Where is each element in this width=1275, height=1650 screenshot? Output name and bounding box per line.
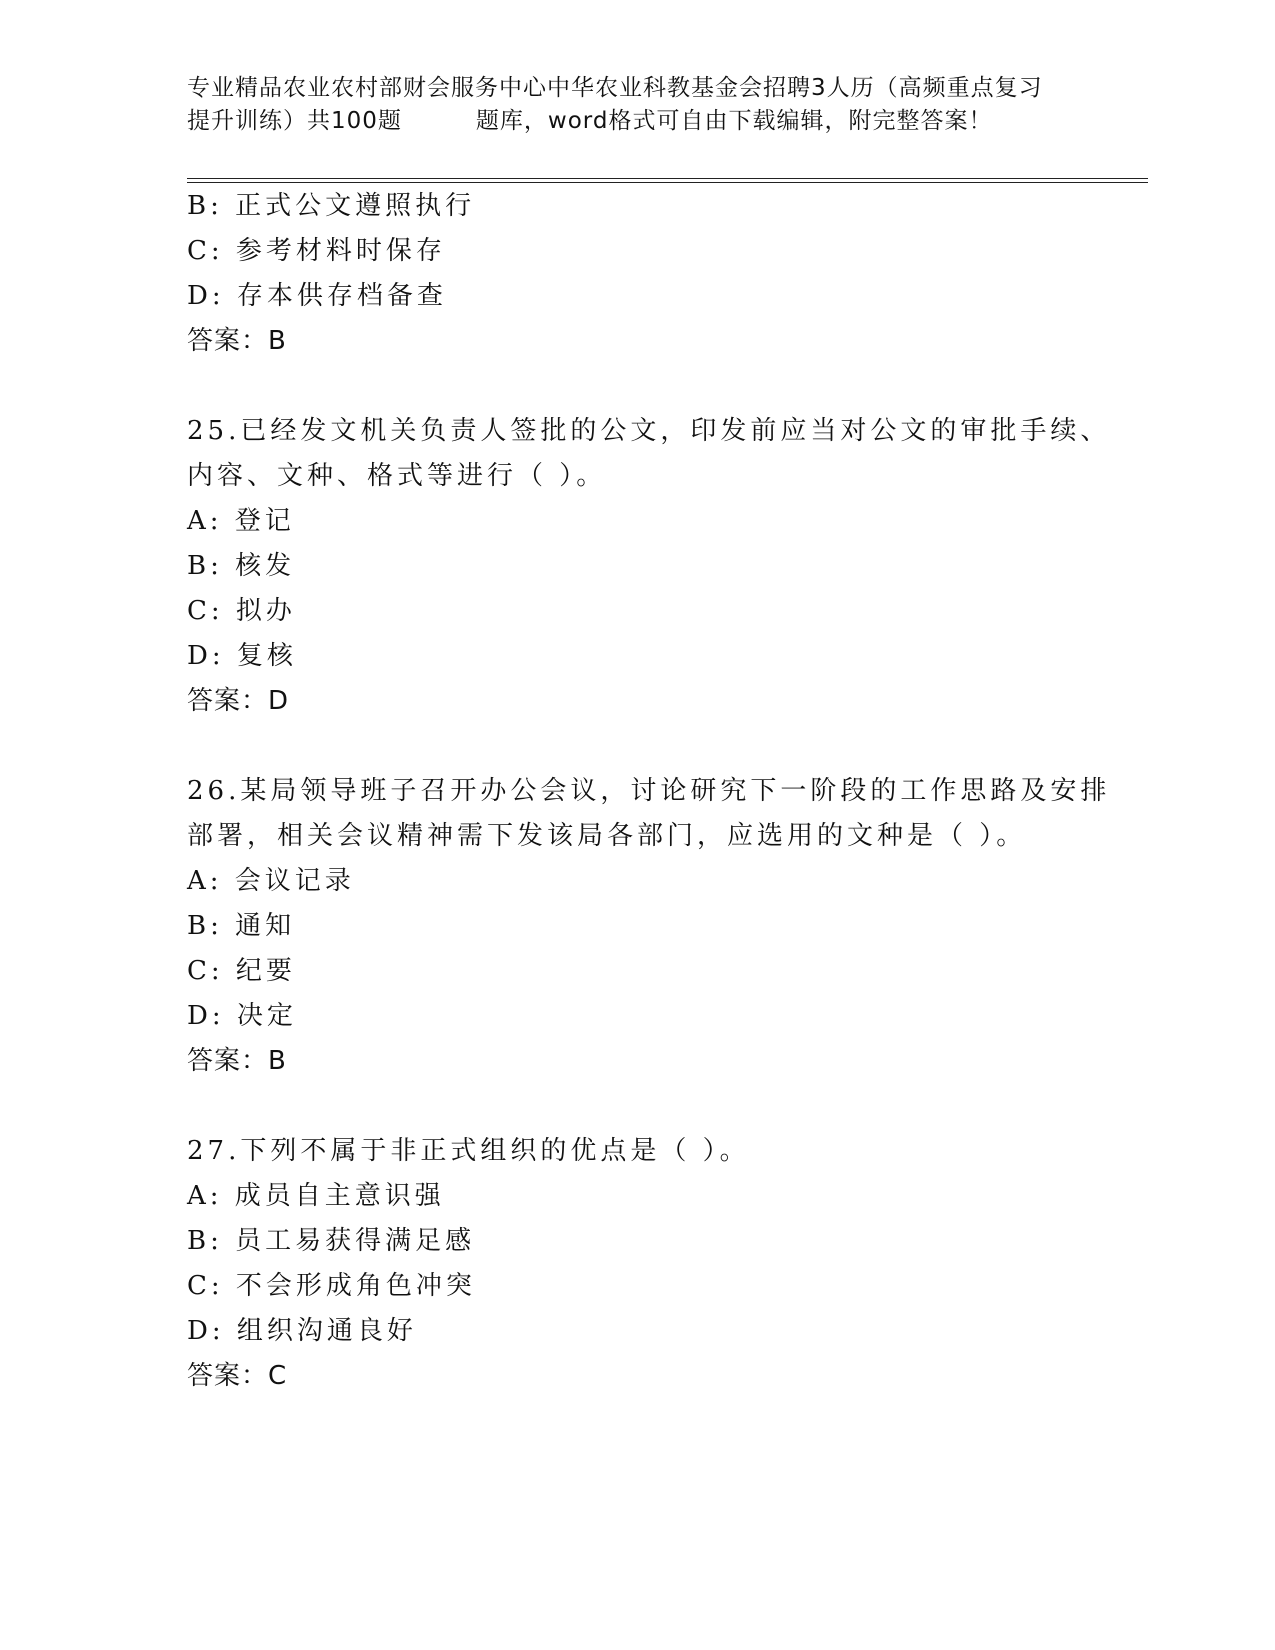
q25-option-c: C: 拟办 bbox=[187, 596, 296, 626]
q26-stem-line-1: 26.某局领导班子召开办公会议，讨论研究下一阶段的工作思路及安排 bbox=[187, 776, 1111, 806]
q24-answer: 答案：B bbox=[187, 326, 287, 356]
header-divider-bottom bbox=[187, 182, 1148, 183]
q27-answer: 答案：C bbox=[187, 1361, 288, 1391]
q24-option-b: B: 正式公文遵照执行 bbox=[187, 191, 476, 221]
q24-option-d: D: 存本供存档备查 bbox=[187, 281, 447, 311]
header-line-2 bbox=[187, 105, 1087, 138]
q27-option-d: D: 组织沟通良好 bbox=[187, 1316, 417, 1346]
header-line-1: 专业精品农业农村部财会服务中心中华农业科教基金会招聘3人历（高频重点复习 bbox=[187, 75, 1043, 101]
q25-answer: 答案：D bbox=[187, 686, 290, 716]
q25-stem-line-1: 25.已经发文机关负责人签批的公文，印发前应当对公文的审批手续、 bbox=[187, 416, 1111, 446]
q27-stem-line-1: 27.下列不属于非正式组织的优点是（ ）。 bbox=[187, 1136, 750, 1166]
q26-option-c: C: 纪要 bbox=[187, 956, 296, 986]
document-header bbox=[187, 72, 1087, 138]
q26-option-d: D: 决定 bbox=[187, 1001, 297, 1031]
q25-option-d: D: 复核 bbox=[187, 641, 297, 671]
q26-answer: 答案：B bbox=[187, 1046, 287, 1076]
q25-option-b: B: 核发 bbox=[187, 551, 296, 581]
q27-option-b: B: 员工易获得满足感 bbox=[187, 1226, 476, 1256]
q27-option-a: A: 成员自主意识强 bbox=[187, 1181, 445, 1211]
q24-option-c: C: 参考材料时保存 bbox=[187, 236, 446, 266]
q26-stem-line-2: 部署，相关会议精神需下发该局各部门，应选用的文种是（ ）。 bbox=[187, 821, 1027, 851]
header-divider-top bbox=[187, 178, 1148, 179]
q26-option-b: B: 通知 bbox=[187, 911, 296, 941]
q25-stem-line-2: 内容、文种、格式等进行（ ）。 bbox=[187, 461, 607, 491]
q26-option-a: A: 会议记录 bbox=[187, 866, 355, 896]
header-line-2-part-2: 题库，word格式可自由下载编辑，附完整答案！ bbox=[475, 108, 993, 134]
q25-option-a: A: 登记 bbox=[187, 506, 295, 536]
q27-option-c: C: 不会形成角色冲突 bbox=[187, 1271, 476, 1301]
header-line-2-part-1: 提升训练）共100题 bbox=[187, 108, 402, 134]
